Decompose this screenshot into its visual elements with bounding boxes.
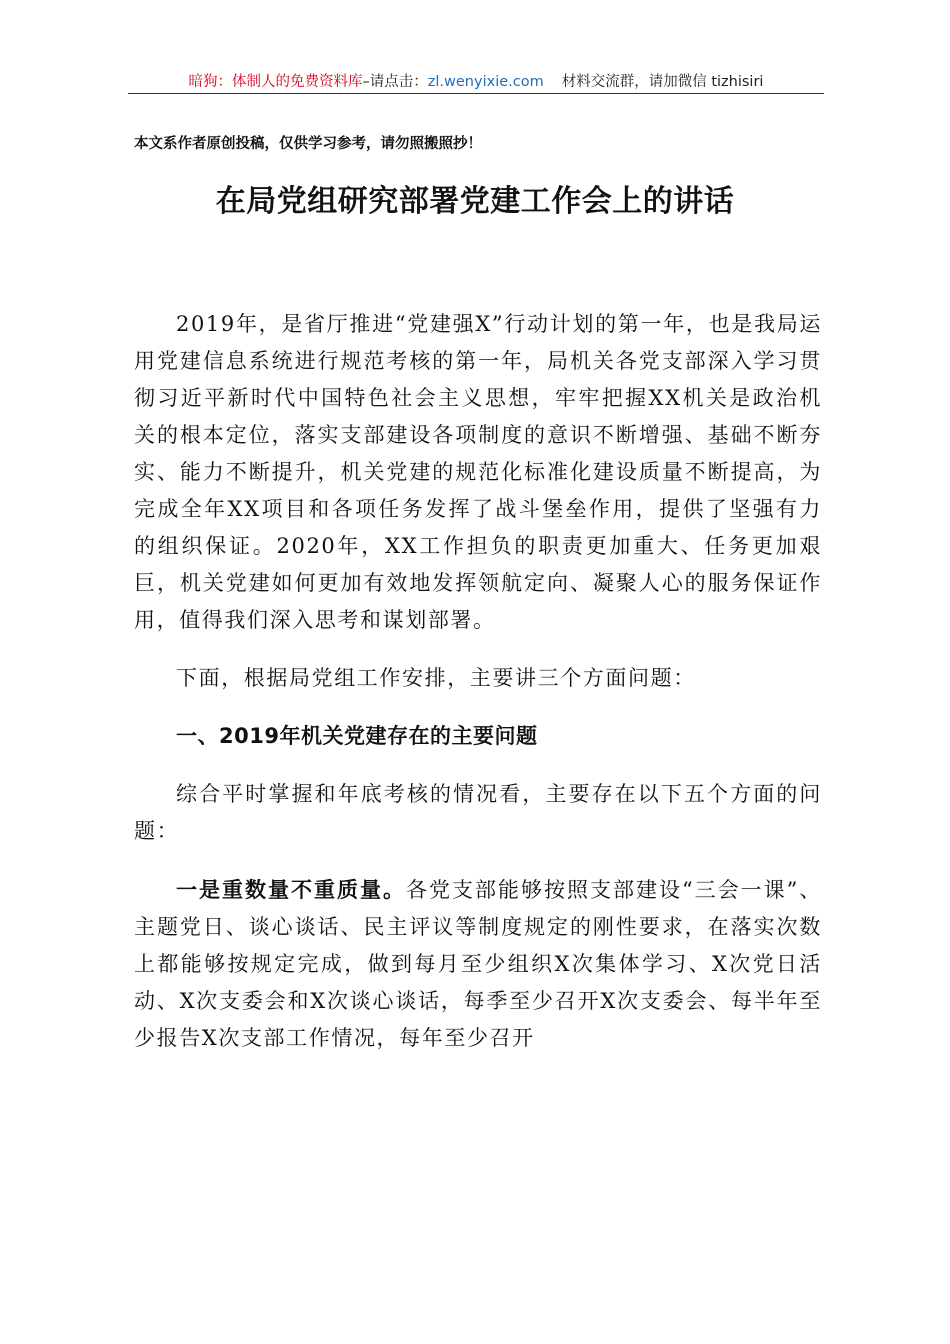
section-heading-1: 一、2019年机关党建存在的主要问题 — [176, 724, 538, 748]
document-title: 在局党组研究部署党建工作会上的讲话 — [215, 184, 735, 219]
document-body — [134, 306, 822, 1078]
copyright-notice: 本文系作者原创投稿，仅供学习参考，请勿照搬照抄！ — [134, 135, 482, 152]
paragraph-intro: 2019年，是省厅推进“党建强X”行动计划的第一年，也是我局运用党建信息系统进行规范考核的第一年，局机关各党支部深入学习贯彻习近平新时代中国特色社会主义思想，牢牢把握XX机关是政治机关的根本定位，落实支部建设各项制度的意识不断增强、基础不断夯实、能力不断提升，机关党建的规范化标准化建设质量不断提高，为完成全年XX项目和各项任务发挥了战斗堡垒作用，提供了坚强有力的组织保证。2020年，XX工作担负的职责更加重大、任务更加艰巨，机关党建如何更加有效地发挥领航定向、凝聚人心的服务保证作用，值得我们深入思考和谋划部署。 — [134, 312, 822, 632]
header-brand: 暗狗：体制人的免费资料库 — [188, 74, 363, 90]
header-wechat-text: 材料交流群，请加微信 tizhisiri — [561, 74, 764, 90]
paragraph-transition: 下面，根据局党组工作安排，主要讲三个方面问题： — [176, 666, 696, 690]
paragraph-overview: 综合平时掌握和年底考核的情况看，主要存在以下五个方面的问题： — [134, 782, 822, 843]
point-1-body: 各党支部能够按照支部建设“三会一课”、主题党日、谈心谈话、民主评议等制度规定的刚性要求，在落实次数上都能够按规定完成，做到每月至少组织X次集体学习、X次党日活动、X次支委会和X次谈心谈话，每季至少召开X次支委会、每半年至少报告X次支部工作情况，每年至少召开 — [134, 878, 823, 1050]
header-click-prompt: –请点击： — [362, 74, 428, 90]
header-divider — [128, 93, 824, 94]
point-1-lead: 一是重数量不重质量。 — [176, 877, 406, 902]
header-bar — [128, 70, 824, 94]
paragraph-point-1 — [134, 871, 822, 1057]
header-url-link[interactable]: zl.wenyixie.com — [427, 74, 544, 90]
